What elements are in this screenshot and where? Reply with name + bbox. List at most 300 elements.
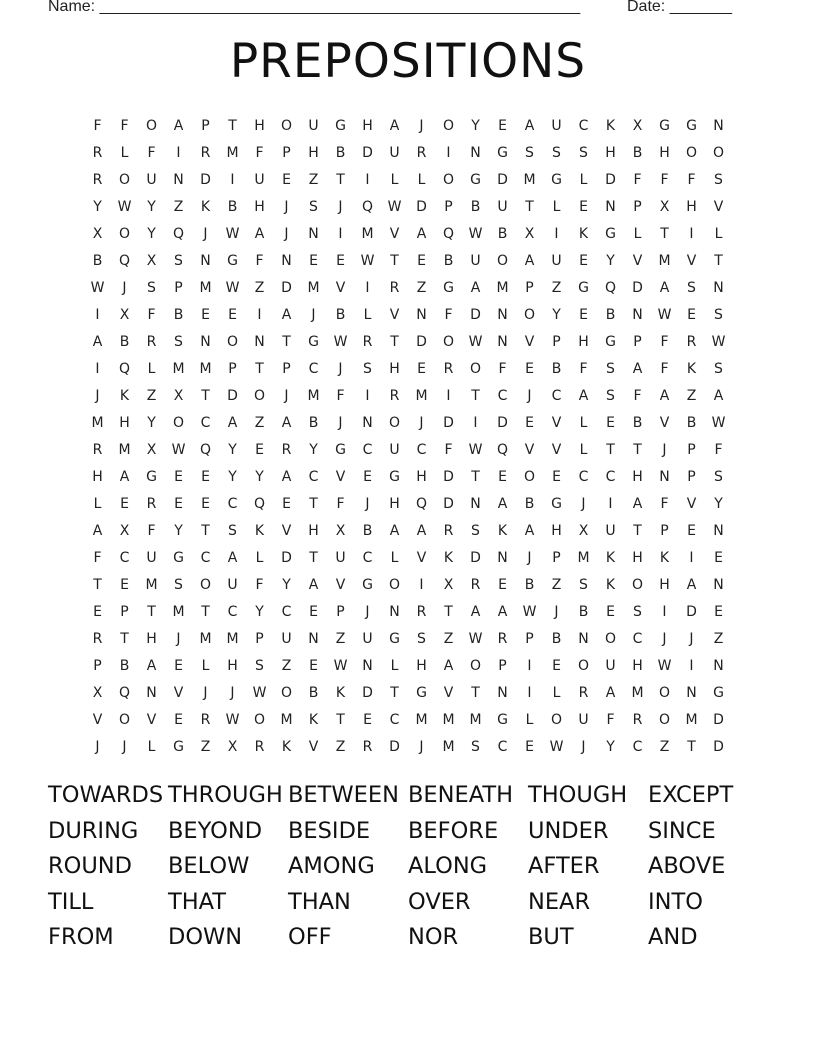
grid-letter: P xyxy=(687,468,696,485)
grid-letter: C xyxy=(200,549,211,566)
grid-letter: P xyxy=(255,630,264,647)
grid-letter: A xyxy=(497,495,508,512)
grid-letter: J xyxy=(527,387,532,404)
grid-letter: B xyxy=(605,306,616,323)
grid-letter: M xyxy=(577,549,590,566)
word-list-item: THROUGH xyxy=(168,782,283,808)
grid-letter: S xyxy=(552,144,561,161)
grid-letter: B xyxy=(308,414,319,431)
grid-letter: G xyxy=(551,495,562,512)
grid-letter: Z xyxy=(281,657,292,674)
grid-letter: J xyxy=(419,414,424,431)
grid-letter: X xyxy=(92,684,103,701)
grid-letter: S xyxy=(579,144,588,161)
grid-letter: F xyxy=(147,306,156,323)
grid-letter: H xyxy=(389,495,400,512)
grid-letter: F xyxy=(498,360,507,377)
grid-letter: D xyxy=(713,711,724,728)
grid-letter: Z xyxy=(686,387,697,404)
grid-letter: N xyxy=(362,414,373,431)
grid-letter: K xyxy=(659,549,670,566)
grid-letter: D xyxy=(632,279,643,296)
grid-letter: I xyxy=(689,225,694,242)
grid-letter: G xyxy=(497,144,508,161)
grid-letter: N xyxy=(713,117,724,134)
grid-row xyxy=(84,517,732,544)
grid-letter: T xyxy=(714,252,723,269)
grid-letter: G xyxy=(335,117,346,134)
grid-letter: T xyxy=(309,495,318,512)
grid-letter: M xyxy=(307,279,320,296)
grid-letter: Y xyxy=(147,225,156,242)
grid-letter: F xyxy=(633,387,642,404)
grid-letter: O xyxy=(226,333,239,350)
grid-letter: A xyxy=(281,468,292,485)
grid-letter: O xyxy=(280,117,293,134)
grid-letter: V xyxy=(713,198,724,215)
grid-letter: V xyxy=(335,468,346,485)
grid-letter: O xyxy=(118,171,131,188)
grid-row xyxy=(84,193,732,220)
grid-letter: Y xyxy=(228,468,237,485)
grid-letter: G xyxy=(173,738,184,755)
grid-letter: F xyxy=(255,576,264,593)
grid-letter: W xyxy=(360,252,375,269)
grid-letter: Z xyxy=(335,630,346,647)
grid-row xyxy=(84,355,732,382)
grid-letter: M xyxy=(415,711,428,728)
grid-letter: G xyxy=(389,468,400,485)
grid-letter: J xyxy=(662,441,667,458)
grid-letter: L xyxy=(390,657,399,674)
grid-letter: N xyxy=(470,495,481,512)
grid-letter: F xyxy=(660,333,669,350)
grid-letter: G xyxy=(551,171,562,188)
grid-letter: M xyxy=(199,279,212,296)
grid-letter: X xyxy=(146,252,157,269)
grid-letter: A xyxy=(632,360,643,377)
grid-letter: U xyxy=(146,549,157,566)
word-list-item: EXCEPT xyxy=(648,782,734,808)
word-list-item: ALONG xyxy=(408,853,488,879)
grid-letter: B xyxy=(335,144,346,161)
grid-letter: D xyxy=(362,144,373,161)
grid-letter: A xyxy=(470,603,481,620)
grid-letter: A xyxy=(308,576,319,593)
grid-letter: A xyxy=(659,279,670,296)
grid-letter: N xyxy=(497,549,508,566)
grid-letter: T xyxy=(93,576,102,593)
grid-letter: V xyxy=(551,441,562,458)
grid-letter: T xyxy=(471,468,480,485)
grid-letter: V xyxy=(551,414,562,431)
grid-letter: L xyxy=(93,495,102,512)
grid-letter: S xyxy=(606,387,615,404)
grid-letter: Q xyxy=(172,225,185,242)
grid-letter: V xyxy=(416,549,427,566)
grid-letter: J xyxy=(122,279,127,296)
grid-letter: Z xyxy=(443,630,454,647)
grid-letter: O xyxy=(442,333,455,350)
grid-letter: I xyxy=(365,279,370,296)
grid-letter: W xyxy=(468,441,483,458)
word-list-item: BENEATH xyxy=(408,782,514,808)
grid-letter: V xyxy=(335,576,346,593)
grid-letter: E xyxy=(552,468,561,485)
grid-letter: F xyxy=(660,495,669,512)
grid-letter: M xyxy=(631,684,644,701)
grid-letter: Y xyxy=(93,198,102,215)
grid-row xyxy=(84,274,732,301)
grid-letter: O xyxy=(172,414,185,431)
grid-letter: L xyxy=(579,414,588,431)
grid-letter: L xyxy=(120,144,129,161)
grid-letter: P xyxy=(93,657,102,674)
grid-letter: G xyxy=(470,171,481,188)
grid-letter: G xyxy=(389,630,400,647)
grid-row xyxy=(84,301,732,328)
grid-letter: H xyxy=(578,333,589,350)
grid-letter: C xyxy=(281,603,292,620)
grid-letter: R xyxy=(92,144,103,161)
grid-letter: Z xyxy=(146,387,157,404)
grid-letter: S xyxy=(174,333,183,350)
grid-letter: O xyxy=(550,711,563,728)
header xyxy=(48,0,746,16)
grid-letter: X xyxy=(146,441,157,458)
word-list-item: ABOVE xyxy=(648,853,726,879)
grid-letter: V xyxy=(686,252,697,269)
grid-letter: H xyxy=(659,576,670,593)
grid-letter: U xyxy=(308,117,319,134)
grid-letter: Y xyxy=(471,117,480,134)
grid-letter: O xyxy=(118,225,131,242)
grid-letter: A xyxy=(146,657,157,674)
grid-letter: T xyxy=(471,684,480,701)
grid-letter: E xyxy=(363,468,372,485)
word-list-item: TILL xyxy=(48,888,94,915)
grid-letter: D xyxy=(362,684,373,701)
grid-letter: Z xyxy=(173,198,184,215)
grid-letter: S xyxy=(471,522,480,539)
grid-letter: O xyxy=(388,576,401,593)
grid-letter: X xyxy=(524,225,535,242)
grid-letter: U xyxy=(362,630,373,647)
grid-letter: H xyxy=(416,468,427,485)
grid-letter: M xyxy=(226,630,239,647)
grid-letter: U xyxy=(605,657,616,674)
grid-letter: G xyxy=(605,333,616,350)
grid-letter: N xyxy=(146,684,157,701)
grid-letter: S xyxy=(714,306,723,323)
grid-letter: K xyxy=(605,549,616,566)
grid-letter: F xyxy=(687,171,696,188)
grid-letter: K xyxy=(497,522,508,539)
grid-letter: L xyxy=(552,198,561,215)
grid-letter: E xyxy=(363,711,372,728)
grid-letter: C xyxy=(416,441,427,458)
grid-letter: T xyxy=(390,684,399,701)
grid-letter: O xyxy=(658,684,671,701)
word-list-item: FROM xyxy=(48,924,114,950)
grid-letter: R xyxy=(443,522,454,539)
grid-letter: N xyxy=(308,225,319,242)
grid-letter: K xyxy=(686,360,697,377)
grid-letter: N xyxy=(497,333,508,350)
grid-letter: A xyxy=(389,117,400,134)
grid-letter: E xyxy=(309,252,318,269)
grid-letter: C xyxy=(227,603,238,620)
grid-letter: T xyxy=(606,441,615,458)
grid-letter: H xyxy=(362,117,373,134)
grid-letter: M xyxy=(199,630,212,647)
grid-letter: B xyxy=(632,414,643,431)
grid-letter: Z xyxy=(200,738,211,755)
grid-letter: K xyxy=(281,738,292,755)
grid-letter: J xyxy=(203,684,208,701)
grid-letter: K xyxy=(335,684,346,701)
grid-letter: L xyxy=(390,171,399,188)
grid-letter: E xyxy=(336,252,345,269)
grid-letter: L xyxy=(201,657,210,674)
grid-letter: X xyxy=(119,306,130,323)
grid-letter: B xyxy=(173,306,184,323)
grid-letter: T xyxy=(228,117,237,134)
grid-letter: L xyxy=(390,549,399,566)
grid-letter: E xyxy=(687,306,696,323)
grid-letter: S xyxy=(174,576,183,593)
grid-letter: I xyxy=(95,360,100,377)
grid-letter: Z xyxy=(713,630,724,647)
grid-letter: T xyxy=(633,522,642,539)
grid-letter: R xyxy=(146,495,157,512)
grid-letter: U xyxy=(470,252,481,269)
grid-letter: D xyxy=(227,387,238,404)
grid-letter: S xyxy=(714,171,723,188)
grid-letter: S xyxy=(525,144,534,161)
grid-letter: H xyxy=(146,630,157,647)
grid-letter: W xyxy=(117,198,132,215)
grid-letter: T xyxy=(336,711,345,728)
grid-row xyxy=(84,490,732,517)
grid-letter: J xyxy=(176,630,181,647)
grid-letter: D xyxy=(443,495,454,512)
grid-letter: D xyxy=(200,171,211,188)
grid-letter: E xyxy=(714,549,723,566)
grid-row xyxy=(84,571,732,598)
grid-letter: U xyxy=(578,711,589,728)
grid-letter: J xyxy=(338,414,343,431)
grid-letter: O xyxy=(253,387,266,404)
grid-letter: B xyxy=(362,522,373,539)
grid-letter: Z xyxy=(254,414,265,431)
grid-letter: Q xyxy=(415,495,428,512)
word-list-item: OVER xyxy=(408,888,471,915)
grid-letter: V xyxy=(659,414,670,431)
grid-letter: P xyxy=(498,657,507,674)
grid-letter: D xyxy=(443,468,454,485)
grid-letter: Y xyxy=(714,495,723,512)
grid-letter: P xyxy=(336,603,345,620)
grid-letter: D xyxy=(686,603,697,620)
grid-letter: B xyxy=(686,414,697,431)
grid-letter: F xyxy=(660,171,669,188)
grid-letter: D xyxy=(605,171,616,188)
grid-letter: I xyxy=(527,684,532,701)
grid-letter: N xyxy=(308,630,319,647)
grid-letter: U xyxy=(335,549,346,566)
grid-letter: V xyxy=(92,711,103,728)
grid-letter: N xyxy=(578,630,589,647)
grid-letter: H xyxy=(632,549,643,566)
grid-letter: E xyxy=(309,603,318,620)
grid-letter: P xyxy=(228,360,237,377)
grid-letter: B xyxy=(551,630,562,647)
grid-letter: C xyxy=(605,468,616,485)
grid-letter: R xyxy=(686,333,697,350)
grid-letter: O xyxy=(118,711,131,728)
word-list-item: INTO xyxy=(648,888,703,915)
word-list-item: BETWEEN xyxy=(288,782,399,808)
grid-row xyxy=(84,166,732,193)
grid-letter: K xyxy=(605,576,616,593)
grid-letter: Y xyxy=(282,576,291,593)
grid-letter: J xyxy=(419,738,424,755)
grid-letter: H xyxy=(551,522,562,539)
grid-letter: J xyxy=(662,630,667,647)
grid-letter: N xyxy=(281,252,292,269)
grid-row xyxy=(84,328,732,355)
grid-letter: C xyxy=(632,738,643,755)
grid-letter: R xyxy=(416,144,427,161)
grid-row xyxy=(84,625,732,652)
grid-letter: A xyxy=(281,306,292,323)
grid-letter: R xyxy=(92,630,103,647)
grid-letter: P xyxy=(282,144,291,161)
grid-letter: E xyxy=(120,495,129,512)
grid-letter: B xyxy=(227,198,238,215)
grid-letter: J xyxy=(554,603,559,620)
grid-letter: K xyxy=(443,549,454,566)
grid-letter: C xyxy=(551,387,562,404)
grid-letter: U xyxy=(551,117,562,134)
grid-letter: W xyxy=(387,198,402,215)
grid-letter: O xyxy=(631,576,644,593)
grid-letter: D xyxy=(416,333,427,350)
grid-letter: Z xyxy=(551,279,562,296)
grid-letter: S xyxy=(309,198,318,215)
grid-letter: A xyxy=(92,522,103,539)
grid-letter: C xyxy=(632,630,643,647)
grid-letter: O xyxy=(388,414,401,431)
grid-letter: U xyxy=(389,441,400,458)
grid-letter: E xyxy=(525,360,534,377)
grid-letter: H xyxy=(632,468,643,485)
grid-letter: O xyxy=(577,657,590,674)
grid-letter: G xyxy=(443,279,454,296)
word-list-item: DURING xyxy=(48,817,139,844)
grid-letter: R xyxy=(416,603,427,620)
grid-letter: E xyxy=(417,252,426,269)
grid-letter: W xyxy=(468,225,483,242)
grid-letter: Q xyxy=(496,441,509,458)
grid-letter: C xyxy=(119,549,130,566)
grid-letter: Y xyxy=(606,738,615,755)
grid-letter: E xyxy=(714,603,723,620)
grid-row xyxy=(84,139,732,166)
grid-letter: W xyxy=(522,603,537,620)
grid-letter: C xyxy=(227,495,238,512)
grid-letter: E xyxy=(174,495,183,512)
grid-letter: B xyxy=(632,144,643,161)
grid-letter: N xyxy=(200,333,211,350)
grid-letter: U xyxy=(497,198,508,215)
grid-letter: T xyxy=(444,603,453,620)
grid-letter: Q xyxy=(199,441,212,458)
grid-letter: M xyxy=(685,711,698,728)
grid-letter: N xyxy=(713,576,724,593)
grid-letter: A xyxy=(686,576,697,593)
grid-letter: I xyxy=(365,171,370,188)
grid-letter: L xyxy=(525,711,534,728)
grid-letter: K xyxy=(119,387,130,404)
grid-row xyxy=(84,598,732,625)
grid-letter: E xyxy=(687,522,696,539)
grid-letter: O xyxy=(253,711,266,728)
grid-letter: X xyxy=(119,522,130,539)
grid-letter: L xyxy=(579,171,588,188)
grid-letter: B xyxy=(551,360,562,377)
grid-letter: B xyxy=(524,495,535,512)
grid-letter: W xyxy=(711,333,726,350)
grid-letter: Q xyxy=(118,252,131,269)
grid-letter: F xyxy=(714,441,723,458)
grid-letter: I xyxy=(338,225,343,242)
grid-letter: P xyxy=(552,333,561,350)
grid-letter: K xyxy=(605,117,616,134)
grid-letter: F xyxy=(444,306,453,323)
grid-letter: R xyxy=(443,360,454,377)
grid-letter: C xyxy=(578,117,589,134)
grid-letter: C xyxy=(308,360,319,377)
grid-letter: G xyxy=(578,279,589,296)
grid-letter: Y xyxy=(147,414,156,431)
grid-letter: P xyxy=(174,279,183,296)
grid-letter: H xyxy=(416,657,427,674)
grid-letter: B xyxy=(578,603,589,620)
grid-letter: S xyxy=(255,657,264,674)
grid-letter: C xyxy=(497,738,508,755)
grid-letter: E xyxy=(201,468,210,485)
grid-letter: S xyxy=(606,360,615,377)
grid-letter: S xyxy=(363,360,372,377)
grid-letter: D xyxy=(281,279,292,296)
grid-row xyxy=(84,220,732,247)
grid-letter: A xyxy=(524,117,535,134)
grid-letter: Z xyxy=(659,738,670,755)
grid-letter: E xyxy=(255,441,264,458)
grid-letter: L xyxy=(579,441,588,458)
grid-letter: V xyxy=(443,684,454,701)
grid-letter: U xyxy=(389,144,400,161)
grid-letter: T xyxy=(201,522,210,539)
grid-letter: E xyxy=(174,468,183,485)
grid-letter: W xyxy=(657,657,672,674)
grid-letter: S xyxy=(471,738,480,755)
grid-row xyxy=(84,409,732,436)
word-list-item: AND xyxy=(648,924,698,950)
grid-letter: T xyxy=(390,333,399,350)
